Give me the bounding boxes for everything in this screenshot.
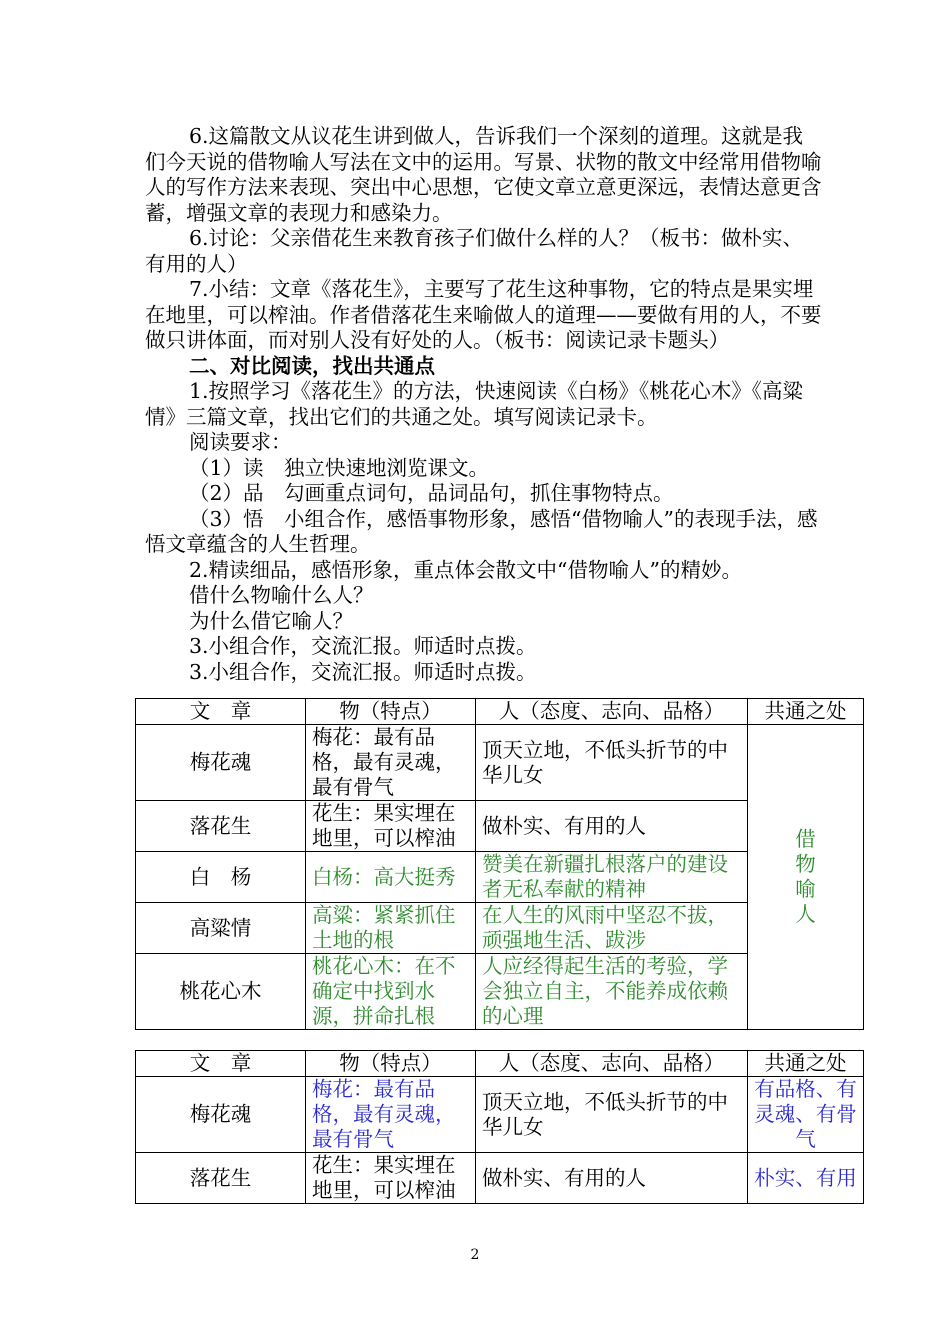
table-row: [136, 1153, 864, 1204]
cell-article: 高粱情: [136, 903, 306, 954]
paragraph-discussion-6: 6.讨论：父亲借花生来教育孩子们做什么样的人？（板书：做朴实、有用的人）: [145, 226, 804, 276]
paragraph-requirements-label: 阅读要求：: [189, 430, 292, 454]
cell-person: 做朴实、有用的人: [476, 1153, 748, 1204]
cell-person: 在人生的风雨中坚忍不拔，顽强地生活、跋涉: [476, 903, 748, 954]
header-article: 文 章: [136, 699, 306, 725]
cell-person: 赞美在新疆扎根落户的建设者无私奉献的精神: [476, 852, 748, 903]
cell-person: 做朴实、有用的人: [476, 801, 748, 852]
paragraph-summary-7: 7.小结：文章《落花生》，主要写了花生这种事物，它的特点是果实埋在地里，可以榨油。作者借落花生来喻做人的道理——要做有用的人，不要做只讲体面，而对别人没有好处的人。（板书：阅读记录卡题头）: [145, 277, 822, 352]
header-person: 人（态度、志向、品格）: [476, 1051, 748, 1077]
cell-person: 顶天立地，不低头折节的中华儿女: [476, 1077, 748, 1153]
reading-record-table-2: [135, 1050, 864, 1204]
cell-thing: 梅花：最有品格，最有灵魂，最有骨气: [306, 725, 476, 801]
table-header-row: [136, 1051, 864, 1077]
paragraph-summary-6: 6.这篇散文从议花生讲到做人，告诉我们一个深刻的道理。这就是我们今天说的借物喻人写法在文中的运用。写景、状物的散文中经常用借物喻人的写作方法来表现、突出中心思想，它使文章立意更深远，表情达意更含蓄，增强文章的表现力和感染力。: [145, 124, 822, 225]
header-article: 文 章: [136, 1051, 306, 1077]
cell-article: 白 杨: [136, 852, 306, 903]
cell-common: 朴实、有用: [748, 1153, 864, 1204]
header-thing: 物（特点）: [306, 699, 476, 725]
paragraph-step-3: 3.小组合作，交流汇报。师适时点拨。: [189, 634, 537, 658]
paragraph-question-2: 为什么借它喻人？: [189, 608, 353, 633]
header-common: 共通之处: [748, 1051, 864, 1077]
cell-common-merged: [748, 725, 864, 1030]
cell-article: 梅花魂: [136, 725, 306, 801]
cell-common: 有品格、有灵魂、有骨气: [748, 1077, 864, 1153]
cell-article: 落花生: [136, 801, 306, 852]
cell-person: 人应经得起生活的考验，学会独立自主，不能养成依赖的心理: [476, 954, 748, 1030]
cell-person: 顶天立地，不低头折节的中华儿女: [476, 725, 748, 801]
paragraph-step-1: 1.按照学习《落花生》的方法，快速阅读《白杨》《桃花心木》《高粱情》三篇文章，找出它们的共通之处。填写阅读记录卡。: [145, 379, 804, 429]
paragraph-step-3-repeat: 3.小组合作，交流汇报。师适时点拨。: [189, 659, 537, 684]
header-thing: 物（特点）: [306, 1051, 476, 1077]
cell-article: 落花生: [136, 1153, 306, 1204]
cell-thing: 梅花：最有品格，最有灵魂，最有骨气: [306, 1077, 476, 1153]
table-row: [136, 1077, 864, 1153]
table-row: [136, 725, 864, 801]
cell-article: 桃花心木: [136, 954, 306, 1030]
common-text: 借物喻人: [795, 827, 816, 926]
paragraph-question-1: 借什么物喻什么人？: [189, 583, 374, 607]
paragraph-req-realize: （3）悟 小组合作，感悟事物形象，感悟“借物喻人”的表现手法，感悟文章蕴含的人生哲理。: [145, 506, 818, 556]
reading-record-table-1: [135, 698, 864, 1030]
table-header-row: [136, 699, 864, 725]
body-text: [145, 124, 823, 685]
paragraph-req-read: （1）读 独立快速地浏览课文。: [189, 455, 490, 480]
page-number: 2: [470, 1247, 480, 1263]
cell-article: 梅花魂: [136, 1077, 306, 1153]
cell-thing: 花生：果实埋在地里，可以榨油: [306, 801, 476, 852]
cell-thing: 桃花心木：在不确定中找到水源，拼命扎根: [306, 954, 476, 1030]
cell-thing: 花生：果实埋在地里，可以榨油: [306, 1153, 476, 1204]
cell-thing: 白杨：高大挺秀: [306, 852, 476, 903]
cell-thing: 高粱：紧紧抓住土地的根: [306, 903, 476, 954]
header-common: 共通之处: [748, 699, 864, 725]
header-person: 人（态度、志向、品格）: [476, 699, 748, 725]
paragraph-req-taste: （2）品 勾画重点词句，品词品句，抓住事物特点。: [189, 481, 674, 505]
section-heading: 二、对比阅读，找出共通点: [189, 353, 435, 378]
paragraph-step-2: 2.精读细品，感悟形象，重点体会散文中“借物喻人”的精妙。: [189, 557, 743, 582]
